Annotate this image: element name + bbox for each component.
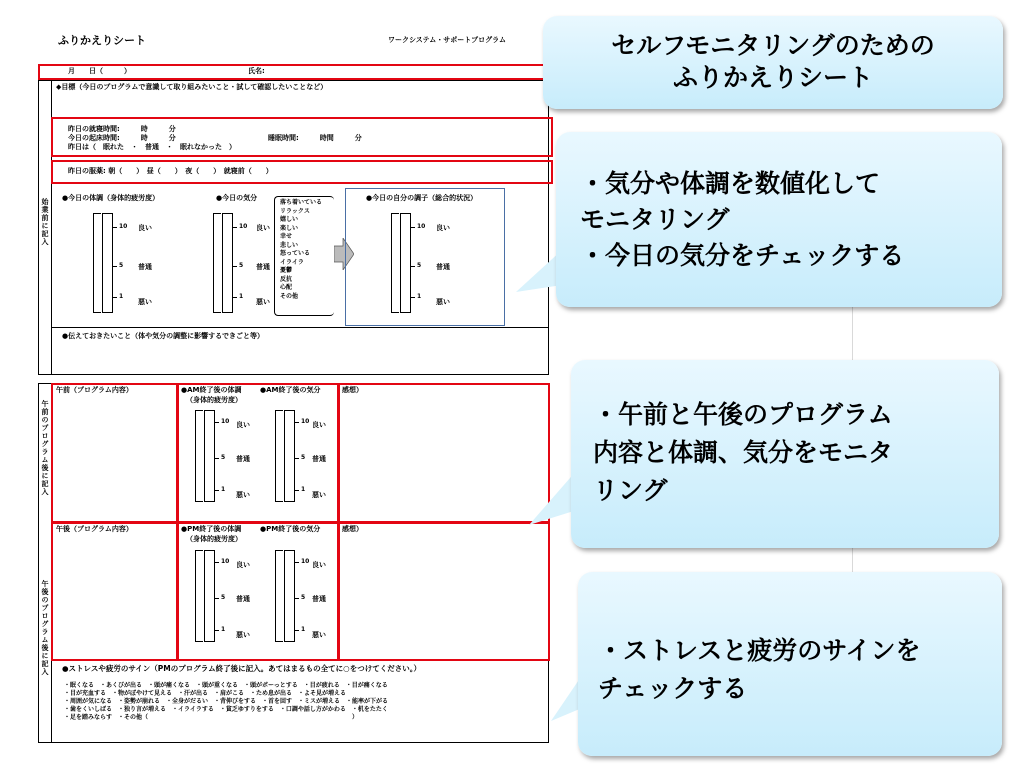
callout-pointer [512,250,562,300]
program-callout-line-3: リング [593,476,668,505]
date-field[interactable]: 月 日（ ） [68,67,131,75]
mood-item[interactable]: 嬉しい [280,216,299,223]
overall-label: ●今日の自分の調子（総合的状況） [366,194,478,202]
label-normal: 普通 [236,455,250,463]
label-bad: 悪い [236,491,250,499]
stress-callout-line-2: チェックする [598,674,748,703]
mood-item[interactable]: 怒っている [280,250,311,257]
am-content-label: 午前（プログラム内容） [56,386,133,394]
label-good: 良い [436,224,450,232]
mood-callout-line-2: モニタリング [580,205,730,234]
label-normal: 普通 [138,263,152,271]
mood-item[interactable]: その他 [280,292,299,300]
am-impressions-highlight [338,383,550,523]
title-callout [543,16,1003,109]
pm-mood-scale[interactable] [284,550,344,642]
scale-5: 5 [301,594,306,601]
scale-1: 1 [221,486,226,493]
scale-10: 10 [221,418,230,425]
sheet-title: ふりかえりシート [58,34,146,47]
am-body-scale[interactable] [204,410,264,502]
am-body-sub: （身体的疲労度） [186,396,242,404]
scale-1: 1 [119,293,124,300]
mood-item[interactable]: 心配 [280,284,293,291]
mood-callout-line-1: ・気分や体調を数値化して [580,169,881,198]
vertical-label-am: 午前のプログラム後に記入 [41,400,49,496]
sleep-quality-field[interactable]: 昨日は（ 眠れた ・ 普通 ・ 眠れなかった ） [68,143,236,151]
label-normal: 普通 [436,263,450,271]
stress-line[interactable]: ・足を踏みならす ・その他（ ） [64,714,359,721]
title-line-2: ふりかえりシート [672,63,873,92]
pm-impressions-label: 感想） [342,525,363,533]
stress-label: ●ストレスや疲労のサイン（PMのプログラム終了後に記入。あてはまるもの全てに○をつけてください。） [62,664,421,673]
mood-item[interactable]: 楽しい [280,224,299,232]
am-mood-scale[interactable] [284,410,344,502]
mood-item[interactable]: イライラ [280,258,304,266]
scale-5: 5 [301,454,306,461]
label-normal: 普通 [312,595,326,603]
scale-1: 1 [301,626,306,633]
scale-5: 5 [221,594,226,601]
scale-5: 5 [417,262,422,269]
am-body-label: ●AM終了後の体調 [181,386,242,394]
am-mood-label: ●AM終了後の気分 [260,386,321,394]
vertical-label-pm: 午後のプログラム後に記入 [41,580,49,676]
scale-5: 5 [239,262,244,269]
stress-line[interactable]: ・目が充血する ・物がぼやけて見える ・汗が出る ・肩がこる ・ため息が出る ・よそ見が増える [64,690,347,697]
mood-item[interactable]: 落ち着いている [280,199,323,206]
am-impressions-label: 感想） [342,386,363,394]
scale-5: 5 [119,262,124,269]
stress-line[interactable]: ・眠くなる ・あくびが出る ・頭が痛くなる ・頭が重くなる ・頭がボーっとする ・目が疲れる ・目が痛くなる [64,682,388,689]
label-good: 良い [312,421,326,429]
callout-pointer [527,470,577,530]
label-bad: 悪い [138,298,152,306]
label-good: 良い [256,224,270,232]
am-content-highlight [51,383,178,523]
scale-1: 1 [221,626,226,633]
stress-line[interactable]: ・歯をくいしばる ・独り言が増える ・イライラする ・貧乏ゆすりをする ・口調や話し方がかわる ・机をたたく [64,706,388,713]
pm-body-sub: （身体的疲労度） [186,535,242,543]
label-normal: 普通 [312,455,326,463]
program-name: ワークシステム・サポートプログラム [388,36,507,44]
stress-callout-line-1: ・ストレスと疲労のサインを [598,636,921,665]
divider [51,327,549,328]
title-line-1: セルフモニタリングのための [611,31,935,60]
body-scale[interactable] [102,213,182,313]
body-label: ●今日の体調（身体的疲労度） [62,194,160,202]
program-callout [571,360,999,548]
scale-10: 10 [239,223,248,230]
scale-10: 10 [221,558,230,565]
notes-label: ●伝えておきたいこと（体や気分の調整に影響するできごと等） [62,332,265,340]
scale-10: 10 [417,223,426,230]
stress-line[interactable]: ・周囲が気になる ・姿勢が崩れる ・全身がだるい ・背伸びをする ・首を回す ・ミスが増える ・能率が下がる [64,698,389,705]
mood-item[interactable]: リラックス [280,207,310,215]
pm-content-highlight [51,522,178,661]
stress-callout [578,572,1002,756]
scale-5: 5 [221,454,226,461]
scale-1: 1 [417,293,422,300]
mood-item[interactable]: 憂鬱 [280,267,293,274]
sleep-hours-field[interactable]: 睡眠時間: 時間 分 [268,134,362,142]
mood-callout-line-3: ・今日の気分をチェックする [580,241,905,270]
program-callout-line-2: 内容と体調、気分をモニタ [593,438,894,467]
label-normal: 普通 [236,595,250,603]
label-bad: 悪い [236,631,250,639]
mood-label: ●今日の気分 [216,194,258,202]
vertical-label-start: 始業前に記入 [41,198,49,246]
label-good: 良い [138,224,152,232]
bedtime-field[interactable]: 昨日の就寝時間: 時 分 [68,125,176,133]
pm-body-scale[interactable] [204,550,264,642]
overall-scale[interactable] [400,213,480,313]
goal-label: ◆目標（今日のプログラムで意識して取り組みたいこと・試して確認したいことなど） [56,83,328,91]
mood-list[interactable] [280,199,322,301]
label-bad: 悪い [312,631,326,639]
label-good: 良い [312,561,326,569]
label-good: 良い [236,561,250,569]
scale-10: 10 [301,418,310,425]
meds-field[interactable]: 昨日の服薬: 朝（ ） 昼（ ） 夜（ ） 就寝前（ ） [68,167,273,175]
wake-field[interactable]: 今日の起床時間: 時 分 [68,134,176,142]
scale-10: 10 [119,223,128,230]
pm-content-label: 午後（プログラム内容） [56,525,133,533]
pm-body-label: ●PM終了後の体調 [181,525,242,533]
pm-mood-label: ●PM終了後の気分 [260,525,321,533]
program-callout-line-1: ・午前と午後のプログラム [593,400,893,429]
label-bad: 悪い [312,491,326,499]
mood-item[interactable]: 悲しい [280,241,299,249]
scale-1: 1 [239,293,244,300]
label-bad: 悪い [436,298,450,306]
mood-item[interactable]: 幸せ [280,233,293,240]
label-bad: 悪い [256,298,270,306]
mood-item[interactable]: 反抗 [280,275,293,283]
mood-callout [556,132,1002,307]
name-field[interactable]: 氏名: [248,67,265,75]
pm-impressions-highlight [338,522,550,661]
scale-10: 10 [301,558,310,565]
scale-1: 1 [301,486,306,493]
label-good: 良い [236,421,250,429]
label-normal: 普通 [256,263,270,271]
